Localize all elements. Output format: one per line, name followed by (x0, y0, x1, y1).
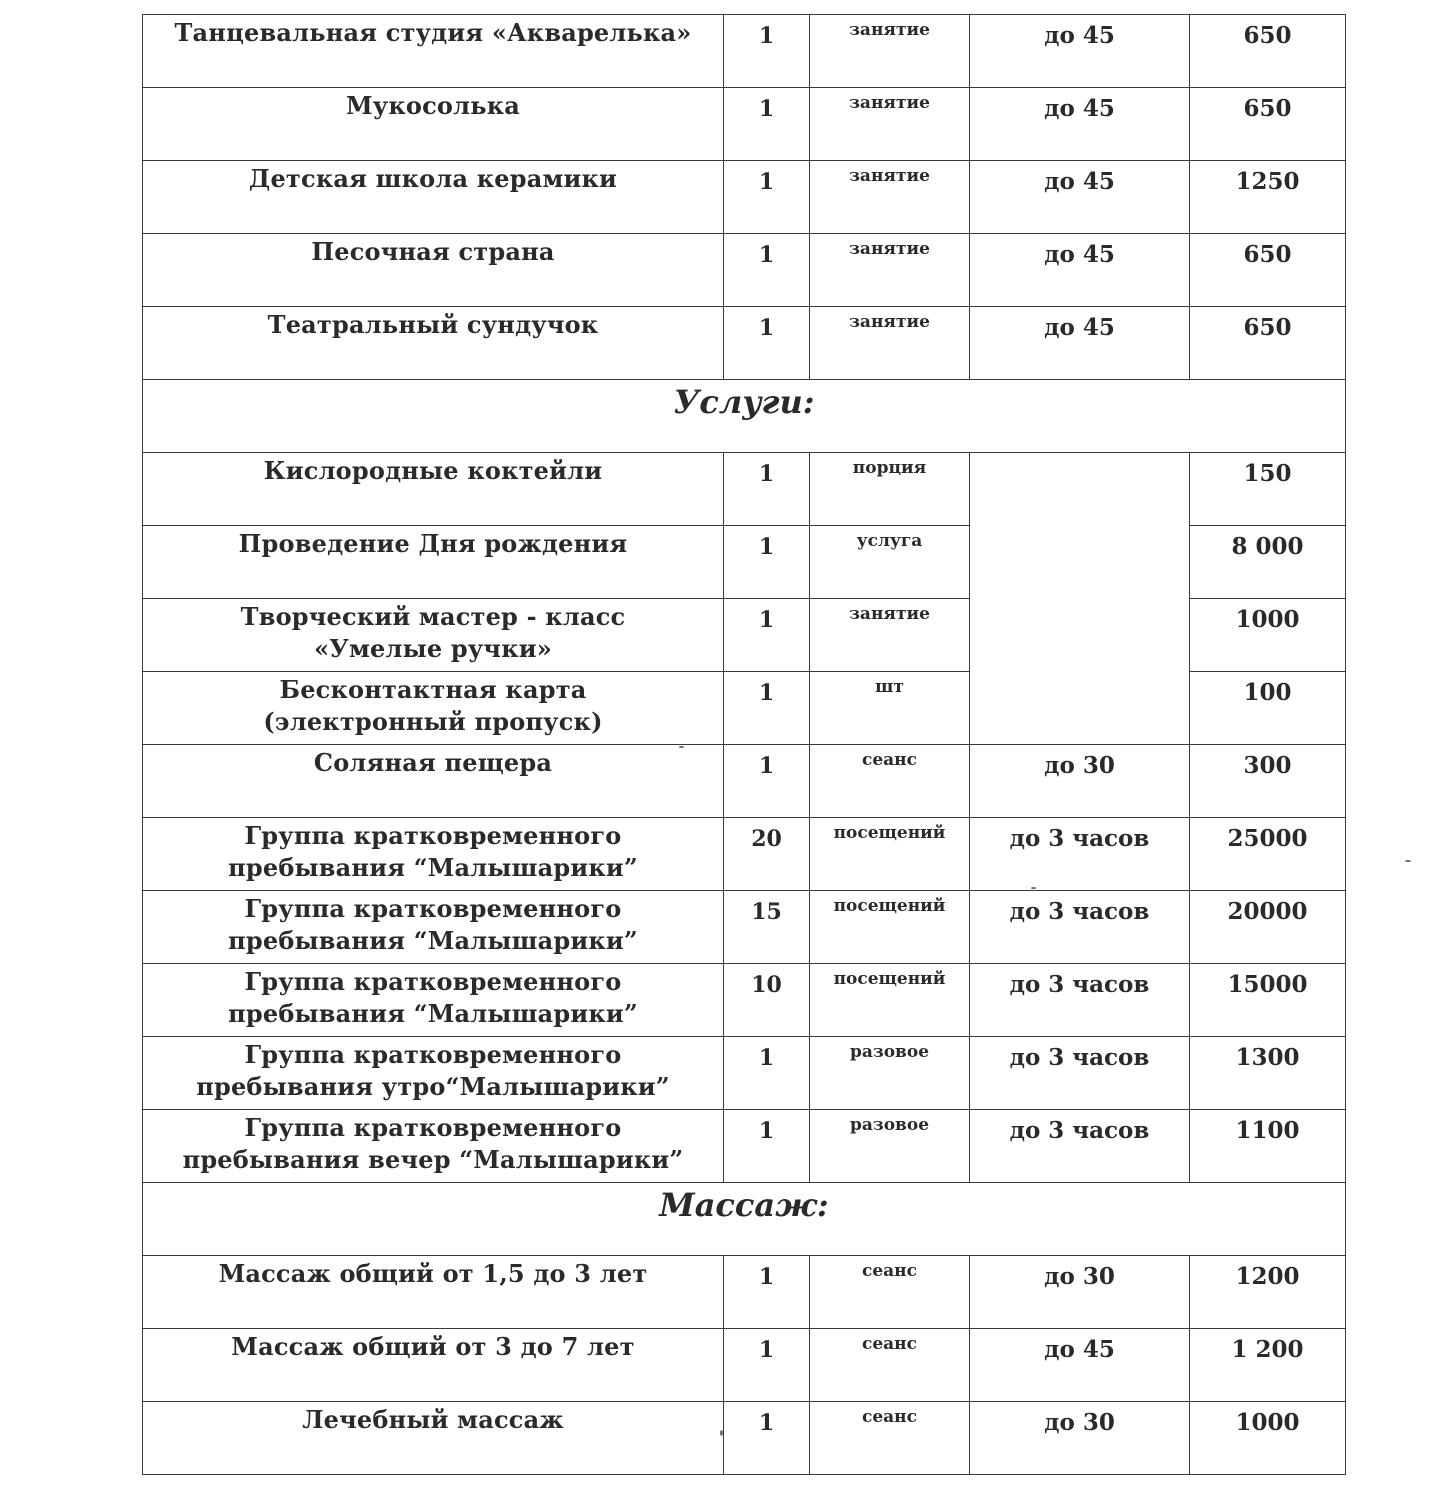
service-name-line1: Бесконтактная карта (279, 675, 587, 704)
service-name-line1: Группа кратковременного (244, 821, 622, 850)
duration: до 45 (970, 234, 1190, 307)
unit: посещений (810, 891, 970, 964)
table-row (143, 161, 1346, 234)
price: 650 (1190, 234, 1346, 307)
unit: шт (810, 672, 970, 745)
quantity: 1 (724, 1329, 810, 1402)
service-name (143, 1037, 724, 1110)
service-name: Соляная пещера (143, 745, 724, 818)
price: 1300 (1190, 1037, 1346, 1110)
service-name-line1: Группа кратковременного (244, 1040, 622, 1069)
service-name-line2: (электронный пропуск) (263, 707, 603, 736)
unit: занятие (810, 161, 970, 234)
table-row (143, 745, 1346, 818)
unit: разовое (810, 1037, 970, 1110)
price: 1 200 (1190, 1329, 1346, 1402)
service-name: Мукосолька (143, 88, 724, 161)
quantity: 15 (724, 891, 810, 964)
table-row (143, 1256, 1346, 1329)
quantity: 1 (724, 526, 810, 599)
quantity: 1 (724, 599, 810, 672)
duration: до 45 (970, 307, 1190, 380)
table-row (143, 964, 1346, 1037)
service-name-line1: Группа кратковременного (244, 1113, 622, 1142)
quantity: 1 (724, 745, 810, 818)
service-name: Массаж общий от 1,5 до 3 лет (143, 1256, 724, 1329)
quantity: 1 (724, 1110, 810, 1183)
service-name-line2: пребывания “Малышарики” (228, 853, 638, 882)
duration: до 3 часов (970, 964, 1190, 1037)
quantity: 10 (724, 964, 810, 1037)
quantity: 1 (724, 1037, 810, 1110)
scan-speck (1405, 860, 1411, 862)
table-row (143, 88, 1346, 161)
quantity: 1 (724, 88, 810, 161)
unit: занятие (810, 88, 970, 161)
table-row (143, 1329, 1346, 1402)
quantity: 1 (724, 234, 810, 307)
service-name: Массаж общий от 3 до 7 лет (143, 1329, 724, 1402)
unit: услуга (810, 526, 970, 599)
price: 650 (1190, 15, 1346, 88)
service-name (143, 599, 724, 672)
quantity: 1 (724, 15, 810, 88)
price: 650 (1190, 307, 1346, 380)
table-row (143, 1037, 1346, 1110)
unit: посещений (810, 818, 970, 891)
service-name-line2: «Умелые ручки» (314, 634, 552, 663)
unit: сеанс (810, 745, 970, 818)
duration: до 45 (970, 88, 1190, 161)
duration: до 45 (970, 1329, 1190, 1402)
unit: занятие (810, 599, 970, 672)
section-header-row (143, 380, 1346, 453)
price: 650 (1190, 88, 1346, 161)
service-name: Детская школа керамики (143, 161, 724, 234)
price: 25000 (1190, 818, 1346, 891)
duration: до 3 часов (970, 1037, 1190, 1110)
quantity: 1 (724, 453, 810, 526)
service-name: Проведение Дня рождения (143, 526, 724, 599)
table-row (143, 818, 1346, 891)
duration-merged (970, 453, 1190, 745)
quantity: 1 (724, 1256, 810, 1329)
duration: до 3 часов (970, 818, 1190, 891)
unit: занятие (810, 307, 970, 380)
service-name-line2: пребывания “Малышарики” (228, 926, 638, 955)
unit: разовое (810, 1110, 970, 1183)
service-name: Кислородные коктейли (143, 453, 724, 526)
service-name: Лечебный массаж (143, 1402, 724, 1475)
price: 1200 (1190, 1256, 1346, 1329)
scan-speck (1031, 887, 1036, 889)
service-name (143, 672, 724, 745)
service-name (143, 1110, 724, 1183)
price-table (142, 14, 1346, 1475)
price: 15000 (1190, 964, 1346, 1037)
duration: до 45 (970, 15, 1190, 88)
price: 100 (1190, 672, 1346, 745)
quantity: 1 (724, 161, 810, 234)
section-header-row (143, 1183, 1346, 1256)
table-row (143, 234, 1346, 307)
unit: занятие (810, 15, 970, 88)
service-name: Песочная страна (143, 234, 724, 307)
section-title-massage: Массаж: (143, 1183, 1346, 1256)
quantity: 1 (724, 1402, 810, 1475)
unit: посещений (810, 964, 970, 1037)
service-name: Танцевальная студия «Акварелька» (143, 15, 724, 88)
service-name-line1: Творческий мастер - класс (240, 602, 626, 631)
price: 8 000 (1190, 526, 1346, 599)
price: 150 (1190, 453, 1346, 526)
service-name: Театральный сундучок (143, 307, 724, 380)
price: 20000 (1190, 891, 1346, 964)
duration: до 45 (970, 161, 1190, 234)
duration: до 30 (970, 745, 1190, 818)
table-row (143, 1402, 1346, 1475)
duration: до 3 часов (970, 891, 1190, 964)
service-name (143, 964, 724, 1037)
service-name-line1: Группа кратковременного (244, 894, 622, 923)
duration: до 30 (970, 1402, 1190, 1475)
quantity: 1 (724, 307, 810, 380)
price: 1100 (1190, 1110, 1346, 1183)
unit: порция (810, 453, 970, 526)
price: 300 (1190, 745, 1346, 818)
scan-speck (720, 1430, 723, 1436)
service-name (143, 818, 724, 891)
unit: сеанс (810, 1256, 970, 1329)
quantity: 1 (724, 672, 810, 745)
unit: занятие (810, 234, 970, 307)
unit: сеанс (810, 1329, 970, 1402)
unit: сеанс (810, 1402, 970, 1475)
quantity: 20 (724, 818, 810, 891)
service-name (143, 891, 724, 964)
table-row (143, 15, 1346, 88)
duration: до 3 часов (970, 1110, 1190, 1183)
table-row (143, 453, 1346, 526)
duration: до 30 (970, 1256, 1190, 1329)
section-title-services: Услуги: (143, 380, 1346, 453)
service-name-line2: пребывания вечер “Малышарики” (182, 1145, 684, 1174)
table-row (143, 307, 1346, 380)
service-name-line1: Группа кратковременного (244, 967, 622, 996)
price: 1250 (1190, 161, 1346, 234)
table-row (143, 1110, 1346, 1183)
price: 1000 (1190, 1402, 1346, 1475)
table-row (143, 891, 1346, 964)
price: 1000 (1190, 599, 1346, 672)
service-name-line2: пребывания утро“Малышарики” (196, 1072, 670, 1101)
scan-speck (679, 746, 684, 748)
service-name-line2: пребывания “Малышарики” (228, 999, 638, 1028)
